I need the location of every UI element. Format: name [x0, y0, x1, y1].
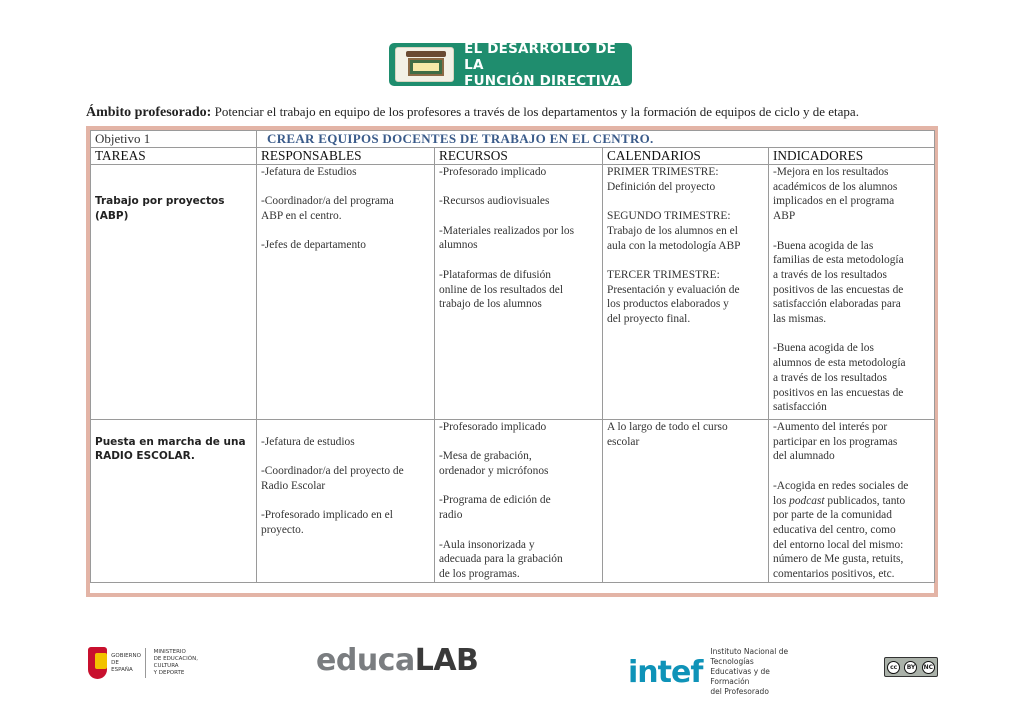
- cell-line: por parte de la comunidad: [773, 509, 892, 522]
- cell-line: -Mejora en los resultados: [773, 166, 889, 178]
- intef-description: [710, 647, 810, 697]
- task-line: Puesta en marcha de una: [95, 435, 246, 448]
- column-header-tareas: TAREAS: [91, 148, 257, 165]
- cell-line: ABP en el centro.: [261, 210, 342, 223]
- intef-line: Educativas y de Formación: [710, 667, 770, 686]
- objective-label: Objetivo 1: [91, 131, 257, 148]
- creative-commons-badge: [884, 657, 938, 677]
- podcast-term: podcast: [789, 494, 825, 507]
- cell-line: alumnos de esta metodología: [773, 357, 906, 370]
- cell-line: participar en los programas: [773, 435, 898, 448]
- cell-line: A lo largo de todo el curso: [607, 421, 728, 433]
- ministry-text: [154, 649, 206, 677]
- cell-line: los productos elaborados y: [607, 298, 729, 311]
- cell-line: del entorno local del mismo:: [773, 538, 904, 551]
- cell-line: trabajo de los alumnos: [439, 298, 542, 311]
- column-header-responsables: RESPONSABLES: [257, 148, 435, 165]
- task-line: RADIO ESCOLAR.: [95, 450, 195, 463]
- responsables-cell: [257, 420, 435, 583]
- column-header-row: [91, 148, 935, 165]
- cell-line: -Plataformas de difusión: [439, 268, 551, 281]
- scope-text: Potenciar el trabajo en equipo de los profesores a través de los departamentos y la formación de equipos de ciclo y de etapa.: [214, 104, 859, 119]
- coat-of-arms-icon: [88, 647, 107, 679]
- cell-line: -Buena acogida de las: [773, 239, 874, 252]
- cell-line: -Acogida en redes sociales de: [773, 479, 909, 492]
- cell-line: -Jefatura de Estudios: [261, 166, 357, 178]
- cc-icon: cc: [887, 661, 900, 674]
- ministry-line: MINISTERIO: [153, 649, 186, 655]
- cell-line: radio: [439, 509, 463, 522]
- cell-line: -Buena acogida de los: [773, 342, 874, 355]
- indicadores-cell: [769, 420, 935, 583]
- column-header-calendarios: CALENDARIOS: [603, 148, 769, 165]
- ministry-line: Y DEPORTE: [153, 670, 185, 676]
- cell-line: adecuada para la grabación: [439, 553, 563, 566]
- indicadores-cell: [769, 165, 935, 420]
- column-header-recursos: RECURSOS: [435, 148, 603, 165]
- cell-line: -Profesorado implicado: [439, 166, 547, 178]
- cell-line: académicos de los alumnos: [773, 180, 898, 193]
- cell-line: ABP: [773, 210, 796, 223]
- by-icon: BY: [904, 661, 917, 674]
- cell-line: PRIMER TRIMESTRE:: [607, 166, 719, 178]
- cell-line: -Jefes de departamento: [261, 239, 366, 252]
- cell-line: a través de los resultados: [773, 268, 887, 281]
- school-building-icon: [395, 47, 454, 82]
- cell-line: -Mesa de grabación,: [439, 450, 532, 463]
- cell-line: educativa del centro, como: [773, 523, 896, 536]
- cell-line: del proyecto final.: [607, 313, 691, 325]
- cell-line: Definición del proyecto: [607, 180, 716, 193]
- cell-line: comentarios positivos, etc.: [773, 568, 895, 581]
- government-text: [111, 653, 141, 674]
- cell-line: -Recursos audiovisuales: [439, 195, 550, 208]
- cell-line: ordenador y micrófonos: [439, 465, 549, 478]
- task-cell: [91, 420, 257, 583]
- cell-line: -Profesorado implicado en el: [261, 509, 393, 522]
- cell-line: -Programa de edición de: [439, 494, 551, 507]
- cell-line: -Aula insonorizada y: [439, 538, 535, 551]
- cell-line: TERCER TRIMESTRE:: [607, 268, 720, 281]
- scope-label: Ámbito profesorado:: [86, 105, 212, 120]
- intef-line: Instituto Nacional de Tecnologías: [710, 647, 789, 666]
- task-cell: [91, 165, 257, 420]
- cell-line: del alumnado: [773, 450, 835, 463]
- cell-line: Presentación y evaluación de: [607, 283, 740, 296]
- cell-line: familias de esta metodología: [773, 254, 904, 267]
- educalab-logo: [316, 643, 478, 678]
- cell-line: Trabajo de los alumnos en el: [607, 224, 738, 237]
- objective-row: [91, 131, 935, 148]
- cell-text: los: [773, 494, 790, 507]
- cell-line: positivos en las encuestas de: [773, 386, 904, 399]
- cell-line: online de los resultados del: [439, 283, 564, 296]
- nc-icon: NC: [922, 661, 935, 674]
- cell-line: -Aumento del interés por: [773, 421, 888, 433]
- calendarios-cell: [603, 165, 769, 420]
- cell-line: de los programas.: [439, 567, 520, 580]
- table-row: [91, 420, 935, 583]
- government-logo: [88, 645, 206, 681]
- cell-line: a través de los resultados: [773, 371, 887, 384]
- cell-line: alumnos: [439, 239, 478, 252]
- intef-line: del Profesorado: [710, 687, 769, 696]
- objectives-table: [86, 126, 938, 597]
- responsables-cell: [257, 165, 435, 420]
- banner-title: [464, 41, 632, 89]
- task-line: Trabajo por proyectos: [95, 195, 225, 208]
- scope-heading: [86, 104, 859, 121]
- cell-line: aula con la metodología ABP: [607, 239, 741, 252]
- cell-line: proyecto.: [261, 523, 304, 536]
- intef-wordmark: intef: [628, 654, 703, 690]
- cell-line: -Profesorado implicado: [439, 421, 547, 433]
- cell-line: positivos de las encuestas de: [773, 283, 904, 296]
- banner-title-line1: EL DESARROLLO DE LA: [464, 40, 617, 73]
- gov-line: DE ESPAÑA: [111, 659, 133, 673]
- ministry-line: DE EDUCACIÓN, CULTURA: [153, 656, 198, 669]
- cell-line: -Coordinador/a del proyecto de: [261, 465, 404, 478]
- column-header-indicadores: INDICADORES: [769, 148, 935, 165]
- lab-wordmark: LAB: [414, 643, 479, 678]
- cell-line: número de Me gusta, retuits,: [773, 553, 904, 566]
- header-banner: [389, 40, 632, 89]
- task-line: (ABP): [95, 210, 129, 223]
- calendarios-cell: [603, 420, 769, 583]
- intef-logo: [628, 647, 810, 697]
- gov-line: GOBIERNO: [111, 652, 141, 659]
- logo-divider: [145, 648, 146, 678]
- cell-line: -Materiales realizados por los: [439, 224, 575, 237]
- cell-line: implicados en el programa: [773, 195, 895, 208]
- cell-line: -Jefatura de estudios: [261, 435, 355, 448]
- cell-line: satisfacción elaboradas para: [773, 298, 901, 311]
- banner-title-line2: FUNCIÓN DIRECTIVA: [464, 72, 622, 89]
- table-row: [91, 165, 935, 420]
- educa-wordmark: educa: [316, 643, 415, 678]
- cell-line: Radio Escolar: [261, 479, 326, 492]
- cell-line: escolar: [607, 435, 640, 448]
- cell-line: satisfacción: [773, 401, 827, 414]
- objective-title: CREAR EQUIPOS DOCENTES DE TRABAJO EN EL CENTRO.: [257, 131, 935, 148]
- cell-line: las mismas.: [773, 313, 827, 326]
- recursos-cell: [435, 165, 603, 420]
- cell-text: publicados, tanto: [824, 494, 906, 507]
- cell-line: [773, 494, 930, 509]
- cell-line: -Coordinador/a del programa: [261, 195, 394, 208]
- recursos-cell: [435, 420, 603, 583]
- cell-line: SEGUNDO TRIMESTRE:: [607, 210, 731, 223]
